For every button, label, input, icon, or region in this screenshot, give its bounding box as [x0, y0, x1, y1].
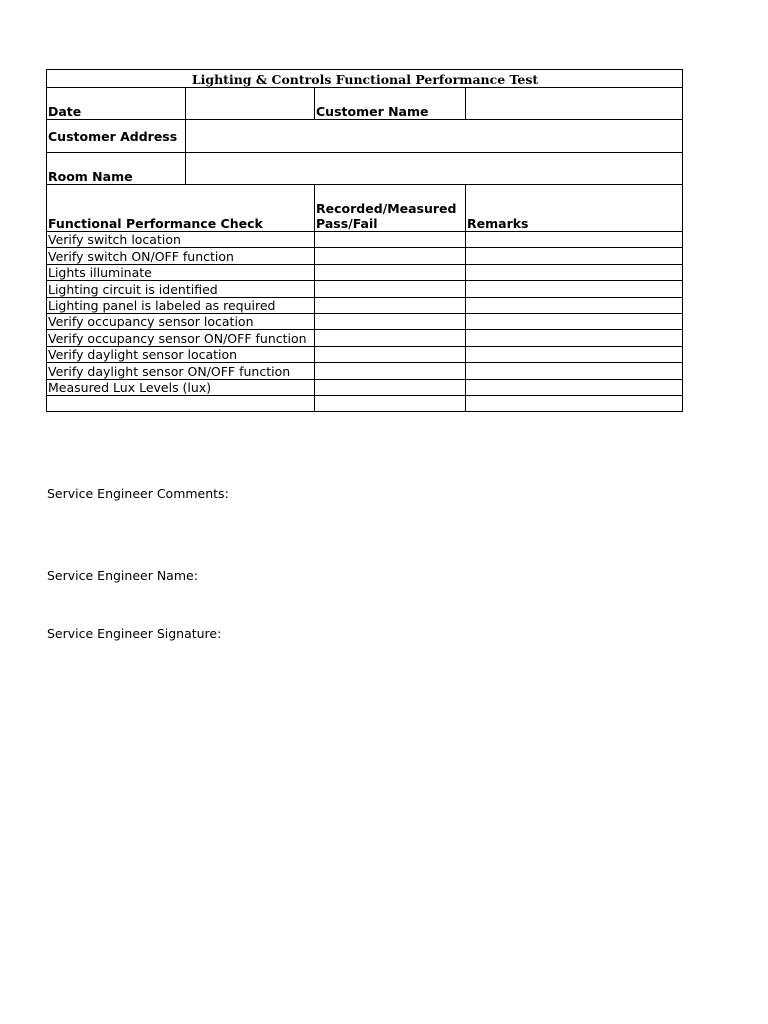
remarks-field[interactable] — [466, 232, 683, 248]
recorded-result-field[interactable] — [315, 313, 466, 329]
check-item-label: Verify switch ON/OFF function — [47, 248, 315, 264]
remarks-column-header: Remarks — [466, 185, 683, 232]
check-row — [47, 248, 683, 264]
check-row — [47, 395, 683, 411]
performance-test-form — [46, 69, 683, 412]
recorded-result-field[interactable] — [315, 248, 466, 264]
check-row — [47, 232, 683, 248]
recorded-result-field[interactable] — [315, 264, 466, 280]
check-row — [47, 379, 683, 395]
check-column-header: Functional Performance Check — [47, 185, 315, 232]
check-item-label: Lights illuminate — [47, 264, 315, 280]
check-item-label: Verify daylight sensor ON/OFF function — [47, 363, 315, 379]
engineer-signature-label: Service Engineer Signature: — [47, 626, 222, 641]
customer-name-label: Customer Name — [315, 88, 466, 120]
check-item-label: Measured Lux Levels (lux) — [47, 379, 315, 395]
remarks-field[interactable] — [466, 297, 683, 313]
recorded-result-field[interactable] — [315, 232, 466, 248]
recorded-result-field[interactable] — [315, 281, 466, 297]
remarks-field[interactable] — [466, 346, 683, 362]
check-row — [47, 330, 683, 346]
room-name-field[interactable] — [186, 153, 683, 185]
form-title: Lighting & Controls Functional Performance Test — [47, 70, 683, 88]
check-item-label: Verify switch location — [47, 232, 315, 248]
room-name-label: Room Name — [47, 153, 186, 185]
check-row — [47, 297, 683, 313]
date-label: Date — [47, 88, 186, 120]
check-item-label: Verify occupancy sensor ON/OFF function — [47, 330, 315, 346]
customer-address-field[interactable] — [186, 120, 683, 153]
check-row — [47, 346, 683, 362]
remarks-field[interactable] — [466, 379, 683, 395]
check-item-label: Verify occupancy sensor location — [47, 313, 315, 329]
remarks-field[interactable] — [466, 248, 683, 264]
recorded-result-field[interactable] — [315, 297, 466, 313]
check-row — [47, 281, 683, 297]
remarks-field[interactable] — [466, 264, 683, 280]
recorded-result-field[interactable] — [315, 363, 466, 379]
check-item-label — [47, 395, 315, 411]
recorded-column-header: Recorded/Measured Pass/Fail — [315, 185, 466, 232]
remarks-field[interactable] — [466, 281, 683, 297]
recorded-result-field[interactable] — [315, 330, 466, 346]
date-field[interactable] — [186, 88, 315, 120]
remarks-field[interactable] — [466, 395, 683, 411]
comments-label: Service Engineer Comments: — [47, 486, 229, 501]
recorded-result-field[interactable] — [315, 346, 466, 362]
check-row — [47, 313, 683, 329]
check-item-label: Lighting circuit is identified — [47, 281, 315, 297]
check-item-label: Verify daylight sensor location — [47, 346, 315, 362]
remarks-field[interactable] — [466, 313, 683, 329]
check-row — [47, 264, 683, 280]
recorded-result-field[interactable] — [315, 379, 466, 395]
customer-name-field[interactable] — [466, 88, 683, 120]
engineer-name-label: Service Engineer Name: — [47, 568, 198, 583]
check-row — [47, 363, 683, 379]
check-item-label: Lighting panel is labeled as required — [47, 297, 315, 313]
customer-address-label: Customer Address — [47, 120, 186, 153]
remarks-field[interactable] — [466, 330, 683, 346]
recorded-result-field[interactable] — [315, 395, 466, 411]
remarks-field[interactable] — [466, 363, 683, 379]
